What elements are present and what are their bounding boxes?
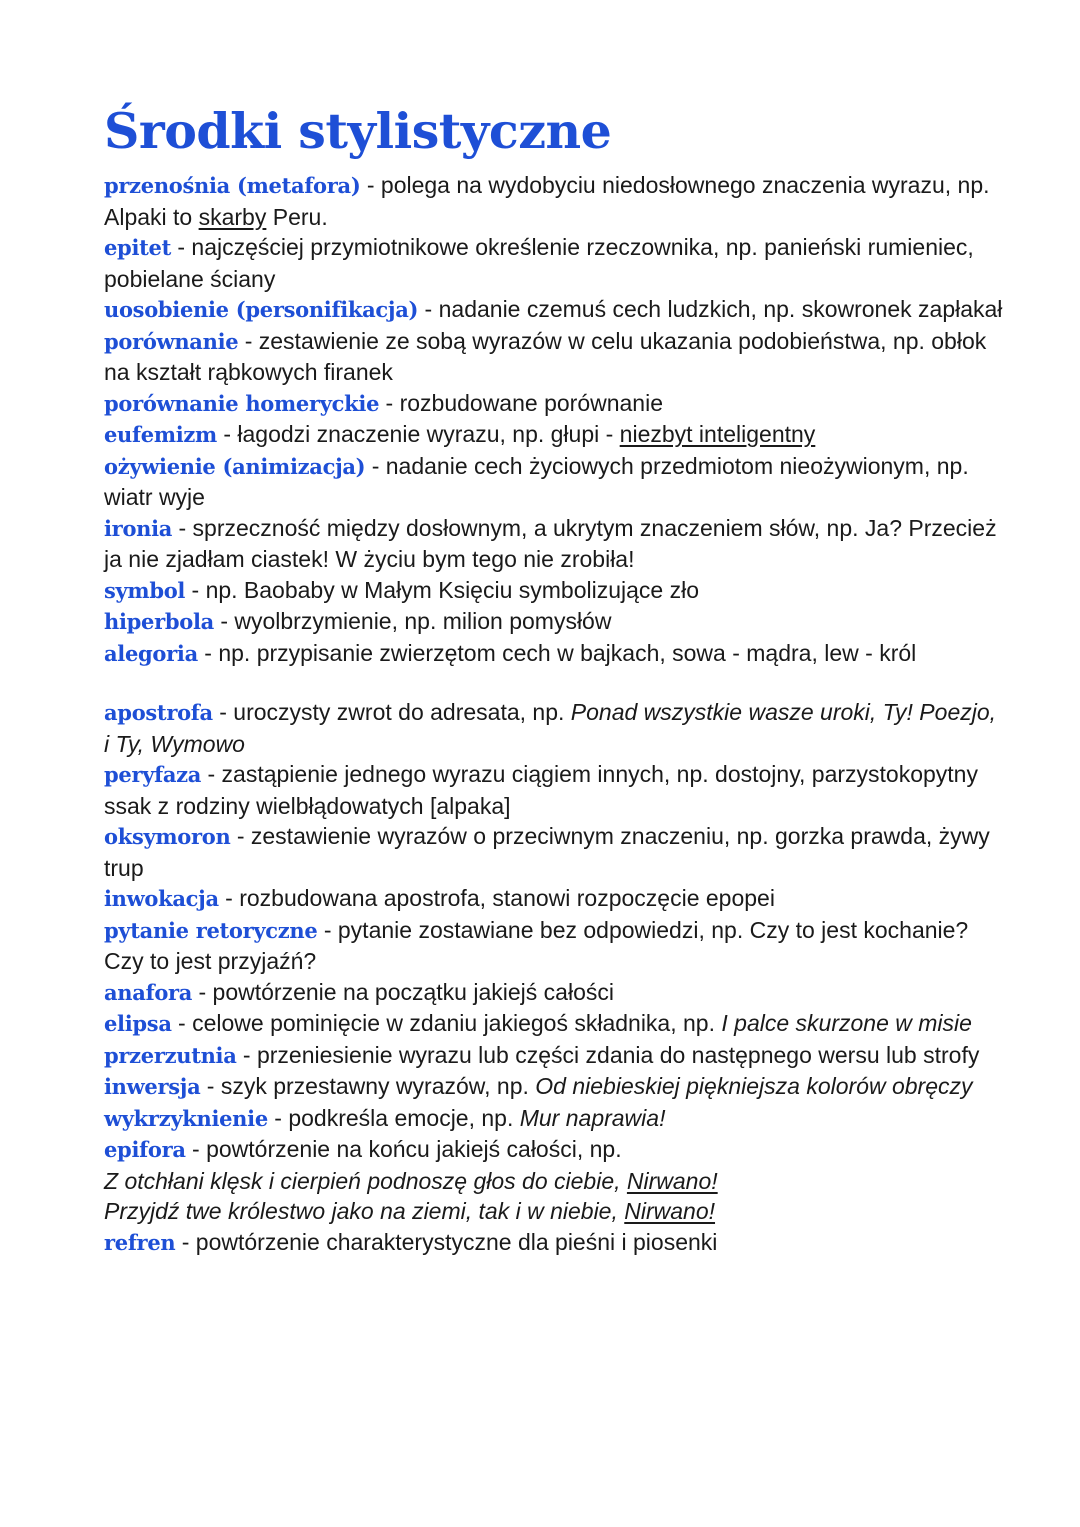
list-item: hiperbola - wyolbrzymienie, np. milion pomysłów xyxy=(104,608,612,634)
term: apostrofa xyxy=(104,700,213,725)
term: inwokacja xyxy=(104,886,219,911)
list-item: epitet - najczęściej przymiotnikowe określenie rzeczownika, np. panieński rumieniec, pobielane ściany xyxy=(104,234,974,292)
list-item: ożywienie (animizacja) - nadanie cech życiowych przedmiotom nieożywionym, np. wiatr wyje xyxy=(104,452,969,510)
list-item: apostrofa - uroczysty zwrot do adresata, np. Ponad wszystkie wasze uroki, Ty! Poezjo, i Ty, Wymowo xyxy=(104,699,997,757)
term: symbol xyxy=(104,577,186,603)
term: oksymoron xyxy=(104,824,231,849)
page-title: Środki stylistyczne xyxy=(104,102,612,160)
term: ironia xyxy=(104,515,173,541)
document-page xyxy=(104,100,1004,1258)
list-item: wykrzyknienie - podkreśla emocje, np. Mur naprawia! xyxy=(104,1104,666,1131)
list-item: elipsa - celowe pominięcie w zdaniu jakiegoś składnika, np. I palce skurzone w misie xyxy=(104,1010,972,1036)
term: inwersja xyxy=(104,1074,201,1099)
term: eufemizm xyxy=(104,422,217,447)
list-item: symbol - np. Baobaby w Małym Księciu symbolizujące zło xyxy=(104,576,699,603)
list-item: przenośnia (metafora) - polega na wydobyciu niedosłownego znaczenia wyrazu, np. Alpaki to skarby Peru. xyxy=(104,172,990,230)
list-item: porównanie - zestawienie ze sobą wyrazów w celu ukazania podobieństwa, np. obłok na kształt rąbkowych firanek xyxy=(104,327,987,385)
list-item: inwersja - szyk przestawny wyrazów, np. Od niebieskiej piękniejsza kolorów obręczy xyxy=(104,1073,973,1099)
term: epifora xyxy=(104,1137,186,1162)
term: uosobienie (personifikacja) xyxy=(104,297,419,322)
section-gap xyxy=(104,669,1004,697)
list-item: anafora - powtórzenie na początku jakiejś całości xyxy=(104,978,614,1005)
term: elipsa xyxy=(104,1011,172,1036)
term: ożywienie (animizacja) xyxy=(104,453,366,479)
list-item: refren - powtórzenie charakterystyczne dla pieśni i piosenki xyxy=(104,1228,718,1255)
term: przerzutnia xyxy=(104,1042,237,1068)
list-item: oksymoron - zestawienie wyrazów o przeciwnym znaczeniu, np. gorzka prawda, żywy trup xyxy=(104,823,990,881)
term: wykrzyknienie xyxy=(104,1105,268,1131)
term: alegoria xyxy=(104,640,198,666)
term: epitet xyxy=(104,235,171,260)
term: porównanie homeryckie xyxy=(104,390,380,416)
list-item: ironia - sprzeczność między dosłownym, a ukrytym znaczeniem słów, np. Ja? Przecież ja nie zjadłam ciastek! W życiu bym tego nie zrobiła! xyxy=(104,514,997,572)
list-item: epifora - powtórzenie na końcu jakiejś całości, np. Z otchłani klęsk i cierpień podnoszę głos do ciebie, Nirwano! Przyjdź twe królestwo jako na ziemi, tak i w niebie, Nirwano! xyxy=(104,1136,718,1224)
list-item: inwokacja - rozbudowana apostrofa, stanowi rozpoczęcie epopei xyxy=(104,885,775,911)
term: peryfaza xyxy=(104,762,202,787)
list-item: peryfaza - zastąpienie jednego wyrazu ciągiem innych, np. dostojny, parzystokopytny ssak z rodziny wielbłądowatych [alpaka] xyxy=(104,761,978,819)
term: anafora xyxy=(104,979,193,1005)
list-item: uosobienie (personifikacja) - nadanie czemuś cech ludzkich, np. skowronek zapłakał xyxy=(104,296,1003,322)
term: refren xyxy=(104,1229,176,1255)
list-item: porównanie homeryckie - rozbudowane porównanie xyxy=(104,389,663,416)
term: porównanie xyxy=(104,328,239,354)
term: pytanie retoryczne xyxy=(104,917,318,943)
list-item: alegoria - np. przypisanie zwierzętom cech w bajkach, sowa - mądra, lew - król xyxy=(104,639,917,666)
term: hiperbola xyxy=(104,609,214,634)
list-item: przerzutnia - przeniesienie wyrazu lub części zdania do następnego wersu lub strofy xyxy=(104,1041,980,1068)
list-item: eufemizm - łagodzi znaczenie wyrazu, np. głupi - niezbyt inteligentny xyxy=(104,421,816,447)
term: przenośnia (metafora) xyxy=(104,173,361,198)
list-item: pytanie retoryczne - pytanie zostawiane bez odpowiedzi, np. Czy to jest kochanie? Czy to jest przyjaźń? xyxy=(104,916,969,974)
